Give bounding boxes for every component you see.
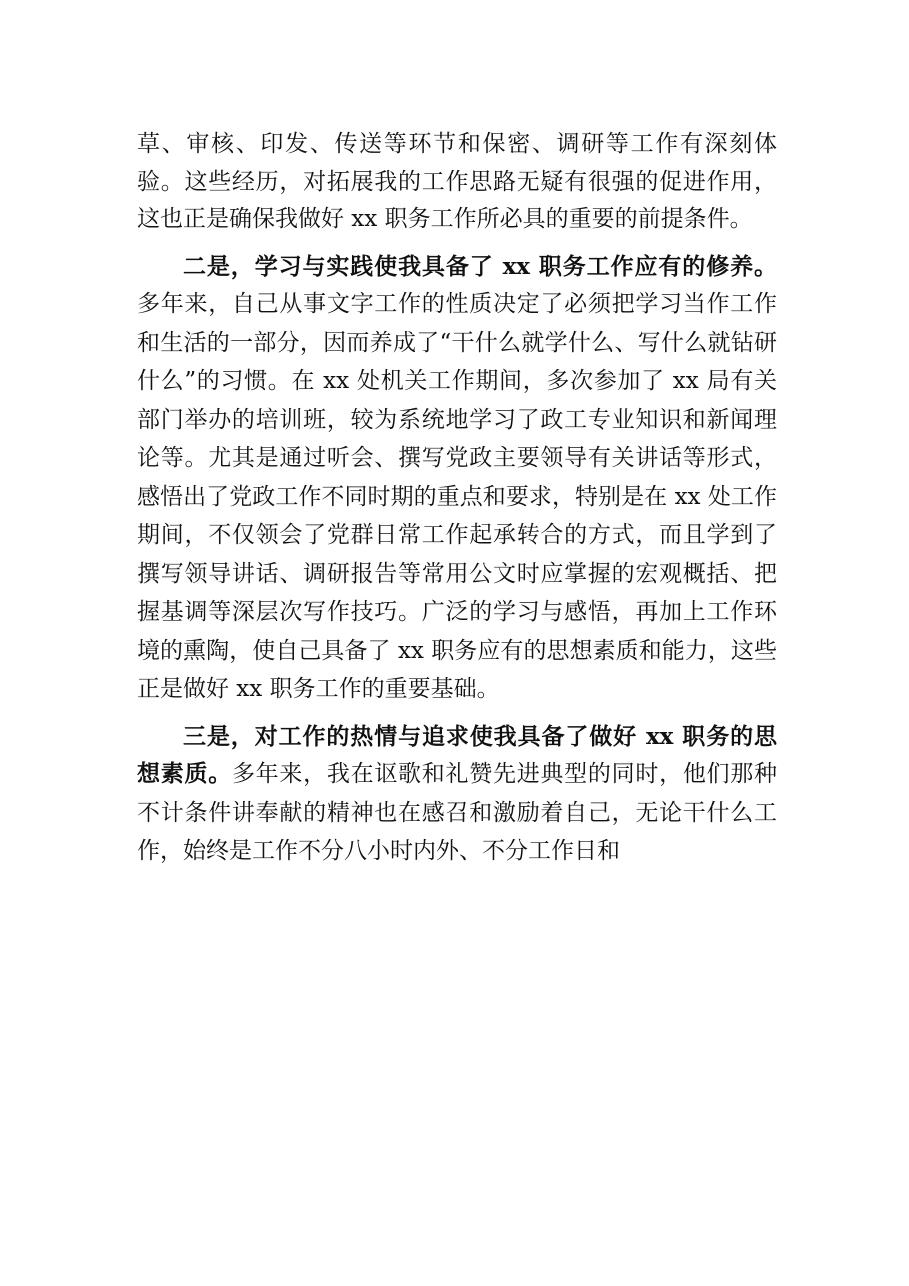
section-two-body: 多年来，自己从事文字工作的性质决定了必须把学习当作工作和生活的一部分，因而养成了“干什么就学什么、写什么就钻研什么”的习惯。在 xx 处机关工作期间，多次参加了 xx 局有关部门举办的培训班，较为系统地学习了政工专业知识和新闻理论等。尤其是通过听会、撰写党政主要领导有关讲话等形式，感悟出了党政工作不同时期的重点和要求，特别是在 xx 处工作期间，不仅领会了党群日常工作起承转合的方式，而且学到了撰写领导讲话、调研报告等常用公文时应掌握的宏观概括、把握基调等深层次写作技巧。广泛的学习与感悟，再加上工作环境的熏陶，使自己具备了 xx 职务应有的思想素质和能力，这些正是做好 xx 职务工作的重要基础。	[137, 291, 777, 702]
section-two-heading: 二是，学习与实践使我具备了 xx 职务工作应有的修养。	[183, 252, 777, 280]
section-two-paragraph	[137, 248, 777, 709]
section-three-body: 多年来，我在讴歌和礼赞先进典型的同时，他们那种不计条件讲奉献的精神也在感召和激励着自己，无论干什么工作，始终是工作不分八小时内外、不分工作日和	[137, 761, 778, 864]
paragraph-continuation: 草、审核、印发、传送等环节和保密、调研等工作有深刻体验。这些经历，对拓展我的工作思路无疑有很强的促进作用，这也正是确保我做好 xx 职务工作所必具的重要的前提条件。	[137, 131, 777, 232]
section-three-heading: 三是，对工作的热情与追求使我具备了做好 xx 职务的思想素质。	[137, 722, 777, 787]
section-three-paragraph	[137, 718, 777, 871]
document-body	[137, 126, 777, 871]
